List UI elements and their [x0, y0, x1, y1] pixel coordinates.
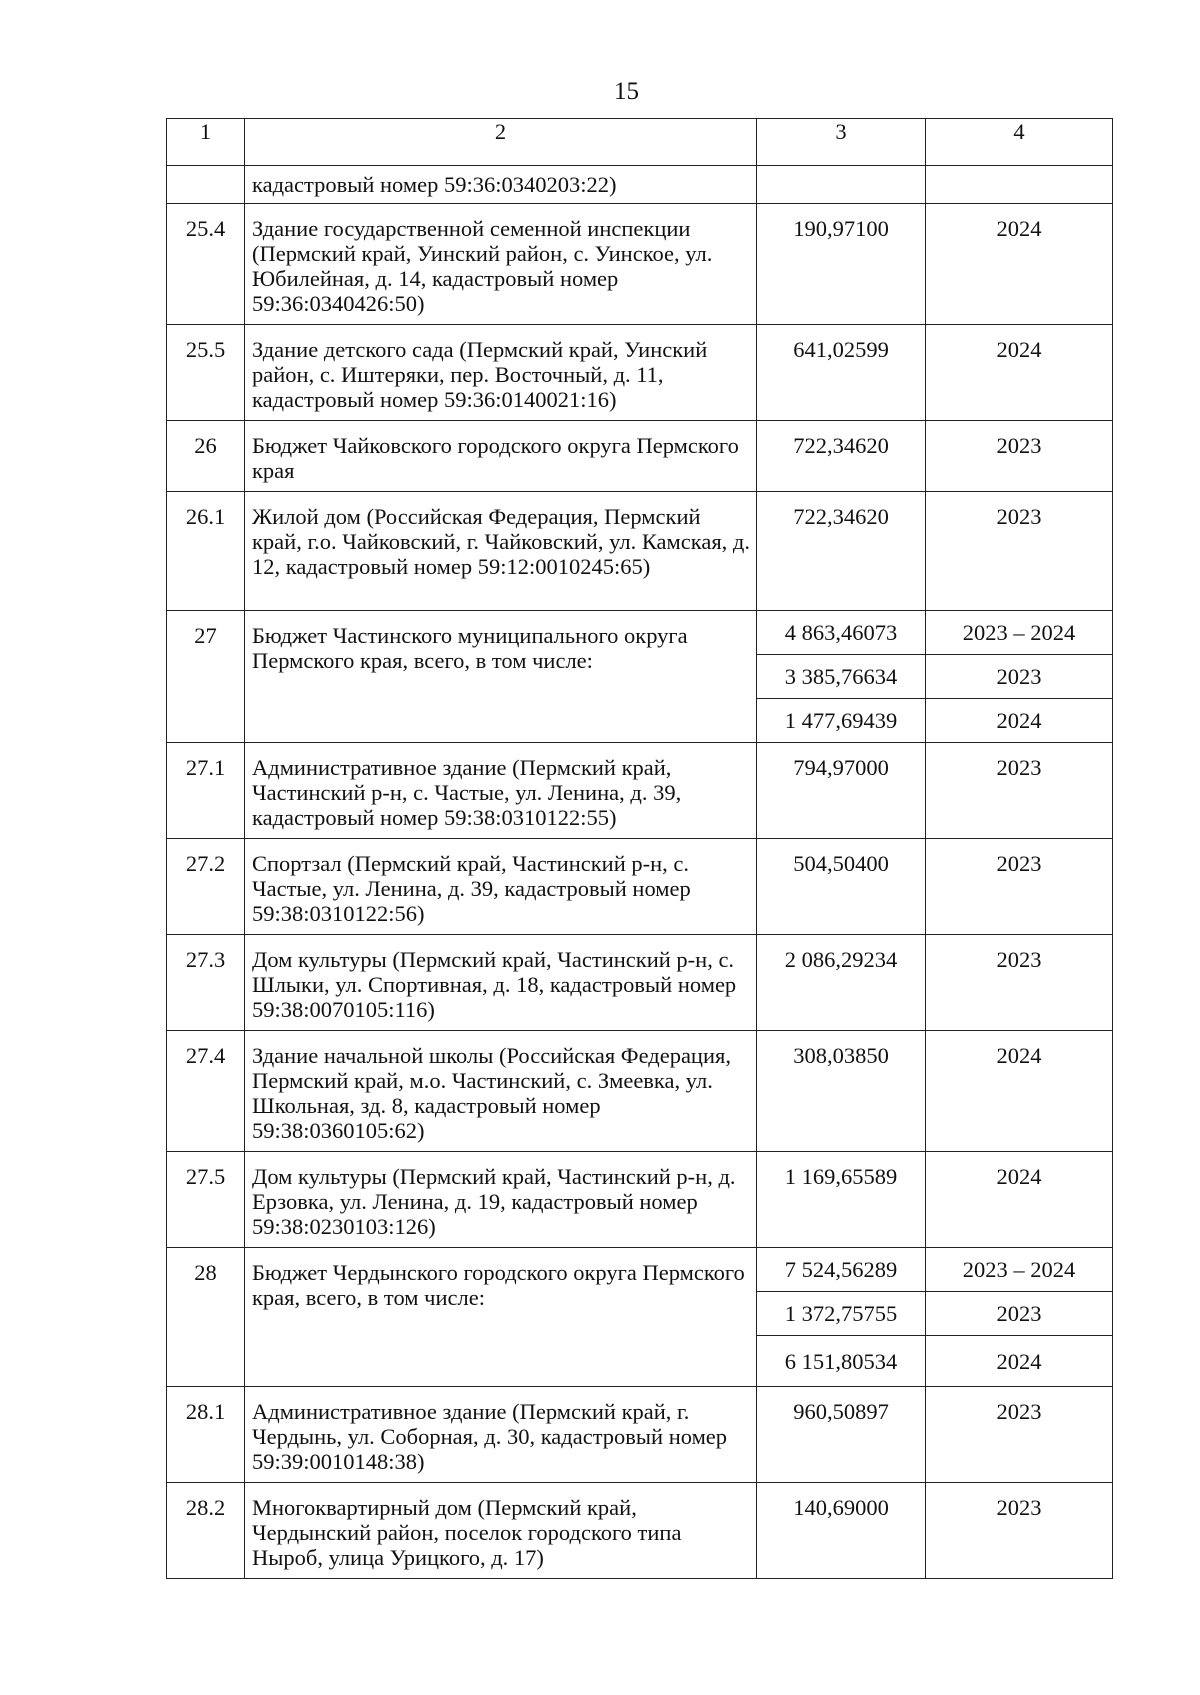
header-cell-3: 3: [757, 119, 926, 166]
table-row: [167, 839, 1113, 935]
group-year: 2024: [926, 699, 1113, 743]
row-year: 2023: [926, 935, 1113, 1031]
row-amount: 722,34620: [757, 421, 926, 492]
row-number: 27.2: [167, 839, 245, 935]
row-number: 27.5: [167, 1152, 245, 1248]
row-description: Здание начальной школы (Российская Федерация, Пермский край, м.о. Частинский, с. Змеевка, ул. Школьная, зд. 8, кадастровый номер 59:38:0360105:62): [245, 1031, 757, 1152]
group-year: 2023: [926, 1292, 1113, 1336]
group-amount: 1 477,69439: [757, 699, 926, 743]
row-number: 26.1: [167, 492, 245, 611]
row-number: 25.5: [167, 325, 245, 421]
row-number: 27.4: [167, 1031, 245, 1152]
row-number: 27.3: [167, 935, 245, 1031]
row-amount: 504,50400: [757, 839, 926, 935]
row-amount: 190,97100: [757, 204, 926, 325]
group-year-total: 2023 – 2024: [926, 611, 1113, 655]
table-row: [167, 935, 1113, 1031]
group-row-27: [167, 611, 1113, 655]
row-number: 28: [167, 1248, 245, 1387]
table-row: [167, 492, 1113, 611]
row-description: Спортзал (Пермский край, Частинский р-н, с. Частые, ул. Ленина, д. 39, кадастровый номер 59:38:0310122:56): [245, 839, 757, 935]
group-year: 2023: [926, 655, 1113, 699]
row-amount: 641,02599: [757, 325, 926, 421]
row-year: 2024: [926, 204, 1113, 325]
table-row: [167, 1387, 1113, 1483]
row-description: Дом культуры (Пермский край, Частинский р-н, с. Шлыки, ул. Спортивная, д. 18, кадастровый номер 59:38:0070105:116): [245, 935, 757, 1031]
row-year: 2023: [926, 1387, 1113, 1483]
group-amount: 6 151,80534: [757, 1336, 926, 1387]
header-cell-1: 1: [167, 119, 245, 166]
table-row: [167, 1483, 1113, 1579]
header-cell-2: 2: [245, 119, 757, 166]
group-amount: 3 385,76634: [757, 655, 926, 699]
row-year: 2024: [926, 1152, 1113, 1248]
table-row: [167, 204, 1113, 325]
table-row: [167, 1152, 1113, 1248]
row-number: 25.4: [167, 204, 245, 325]
continuation-text: кадастровый номер 59:36:0340203:22): [245, 166, 757, 204]
group-amount-total: 7 524,56289: [757, 1248, 926, 1292]
table-row: [167, 421, 1113, 492]
row-number: 27.1: [167, 743, 245, 839]
row-year: 2023: [926, 839, 1113, 935]
page-number: 15: [614, 78, 639, 105]
table-row: [167, 325, 1113, 421]
row-description: Многоквартирный дом (Пермский край, Чердынский район, поселок городского типа Ныроб, улица Урицкого, д. 17): [245, 1483, 757, 1579]
row-year: 2023: [926, 492, 1113, 611]
row-description: Дом культуры (Пермский край, Частинский р-н, д. Ерзовка, ул. Ленина, д. 19, кадастровый номер 59:38:0230103:126): [245, 1152, 757, 1248]
row-number: 27: [167, 611, 245, 743]
header-cell-4: 4: [926, 119, 1113, 166]
row-description: Бюджет Чердынского городского округа Пермского края, всего, в том числе:: [245, 1248, 757, 1387]
row-description: Здание государственной семенной инспекции (Пермский край, Уинский район, с. Уинское, ул. Юбилейная, д. 14, кадастровый номер 59:36:0340426:50): [245, 204, 757, 325]
group-year: 2024: [926, 1336, 1113, 1387]
row-number: 28.1: [167, 1387, 245, 1483]
row-amount: 2 086,29234: [757, 935, 926, 1031]
row-amount: 140,69000: [757, 1483, 926, 1579]
table-header-row: [167, 119, 1113, 166]
row-description: Административное здание (Пермский край, г. Чердынь, ул. Соборная, д. 30, кадастровый номер 59:39:0010148:38): [245, 1387, 757, 1483]
row-amount: 960,50897: [757, 1387, 926, 1483]
continuation-row: [167, 166, 1113, 204]
row-description: Бюджет Частинского муниципального округа Пермского края, всего, в том числе:: [245, 611, 757, 743]
row-year: 2023: [926, 743, 1113, 839]
row-amount: 1 169,65589: [757, 1152, 926, 1248]
row-amount: 722,34620: [757, 492, 926, 611]
group-amount: 1 372,75755: [757, 1292, 926, 1336]
table-row: [167, 743, 1113, 839]
row-description: Жилой дом (Российская Федерация, Пермский край, г.о. Чайковский, г. Чайковский, ул. Камская, д. 12, кадастровый номер 59:12:0010245:65): [245, 492, 757, 611]
row-description: Административное здание (Пермский край, Частинский р-н, с. Частые, ул. Ленина, д. 39, кадастровый номер 59:38:0310122:55): [245, 743, 757, 839]
row-year: 2024: [926, 1031, 1113, 1152]
row-description: Здание детского сада (Пермский край, Уинский район, с. Иштеряки, пер. Восточный, д. 11, кадастровый номер 59:36:0140021:16): [245, 325, 757, 421]
row-year: 2023: [926, 1483, 1113, 1579]
budget-table: [166, 118, 1113, 1579]
row-number: 26: [167, 421, 245, 492]
row-year: 2023: [926, 421, 1113, 492]
group-year-total: 2023 – 2024: [926, 1248, 1113, 1292]
row-amount: 308,03850: [757, 1031, 926, 1152]
table-row: [167, 1031, 1113, 1152]
row-year: 2024: [926, 325, 1113, 421]
group-amount-total: 4 863,46073: [757, 611, 926, 655]
row-amount: 794,97000: [757, 743, 926, 839]
row-description: Бюджет Чайковского городского округа Пермского края: [245, 421, 757, 492]
row-number: 28.2: [167, 1483, 245, 1579]
group-row-28: [167, 1248, 1113, 1292]
